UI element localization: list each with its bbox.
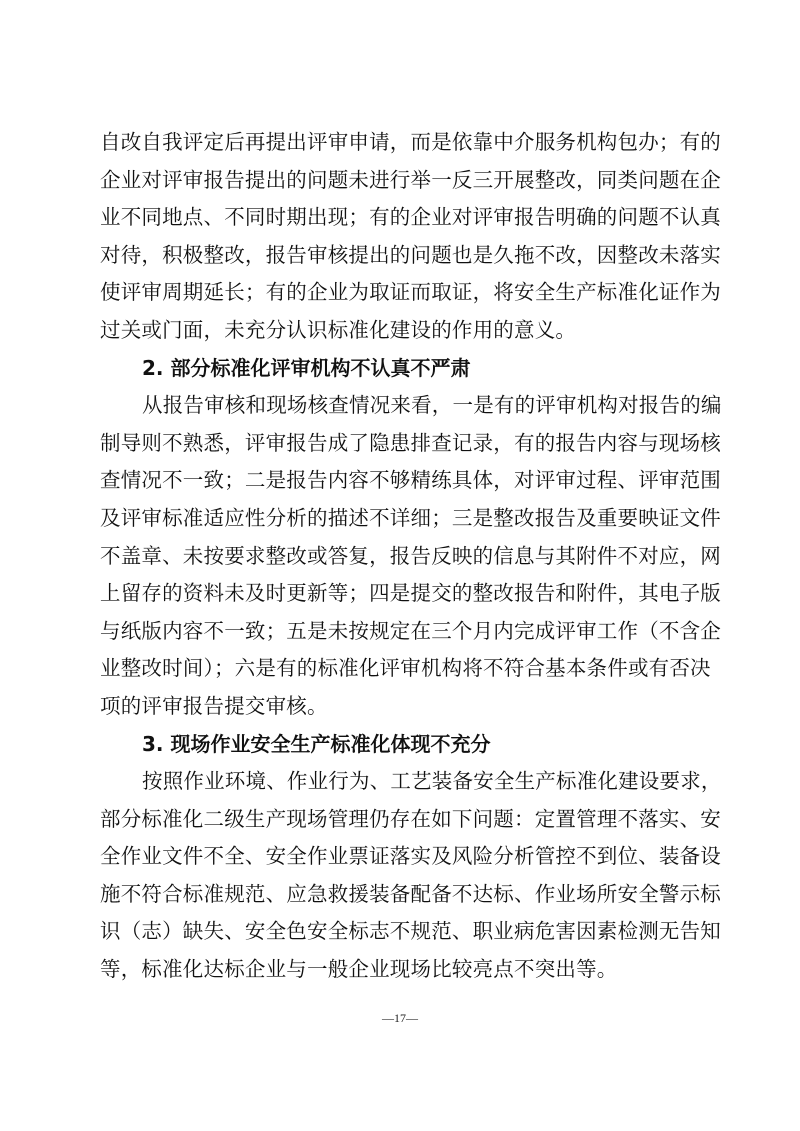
text-line: 不盖章、未按要求整改或答复，报告反映的信息与其附件不对应，网 [100, 543, 721, 568]
text-line: 从报告审核和现场核查情况来看，一是有的评审机构对报告的编 [142, 393, 722, 418]
text-line: 等，标准化达标企业与一般企业现场比较亮点不突出等。 [100, 957, 618, 982]
text-line: 项的评审报告提交审核。 [100, 693, 328, 718]
text-line: 按照作业环境、作业行为、工艺装备安全生产标准化建设要求， [142, 769, 722, 794]
section-heading-2: 2. 部分标准化评审机构不认真不严肃 [142, 355, 471, 380]
text-line: 全作业文件不全、安全作业票证落实及风险分析管控不到位、装备设 [100, 844, 721, 869]
text-line: 上留存的资料未及时更新等；四是提交的整改报告和附件，其电子版 [100, 581, 721, 606]
section-heading-3: 3. 现场作业安全生产标准化体现不充分 [142, 731, 491, 756]
text-line: 查情况不一致；二是报告内容不够精练具体，对评审过程、评审范围 [100, 468, 721, 493]
text-line: 制导则不熟悉，评审报告成了隐患排查记录，有的报告内容与现场核 [100, 430, 721, 455]
text-line: 与纸版内容不一致；五是未按规定在三个月内完成评审工作（不含企 [100, 618, 721, 643]
text-line: 企业对评审报告提出的问题未进行举一反三开展整改，同类问题在企 [100, 167, 721, 192]
text-line: 施不符合标准规范、应急救援装备配备不达标、作业场所安全警示标 [100, 881, 721, 906]
text-line: 识（志）缺失、安全色安全标志不规范、职业病危害因素检测无告知 [100, 919, 721, 944]
text-line: 业不同地点、不同时期出现；有的企业对评审报告明确的问题不认真 [100, 205, 721, 230]
text-line: 业整改时间）；六是有的标准化评审机构将不符合基本条件或有否决 [100, 656, 711, 681]
text-line: 过关或门面，未充分认识标准化建设的作用的意义。 [100, 317, 577, 342]
text-line: 使评审周期延长；有的企业为取证而取证，将安全生产标准化证作为 [100, 280, 721, 305]
page-number: —17— [382, 1011, 418, 1025]
text-line: 对待，积极整改，报告审核提出的问题也是久拖不改，因整改未落实 [100, 242, 721, 267]
text-line: 部分标准化二级生产现场管理仍存在如下问题：定置管理不落实、安 [100, 806, 721, 831]
document-body [100, 124, 722, 989]
text-line: 及评审标准适应性分析的描述不详细；三是整改报告及重要映证文件 [100, 505, 721, 530]
text-line: 自改自我评定后再提出评审申请，而是依靠中介服务机构包办；有的 [100, 130, 721, 154]
